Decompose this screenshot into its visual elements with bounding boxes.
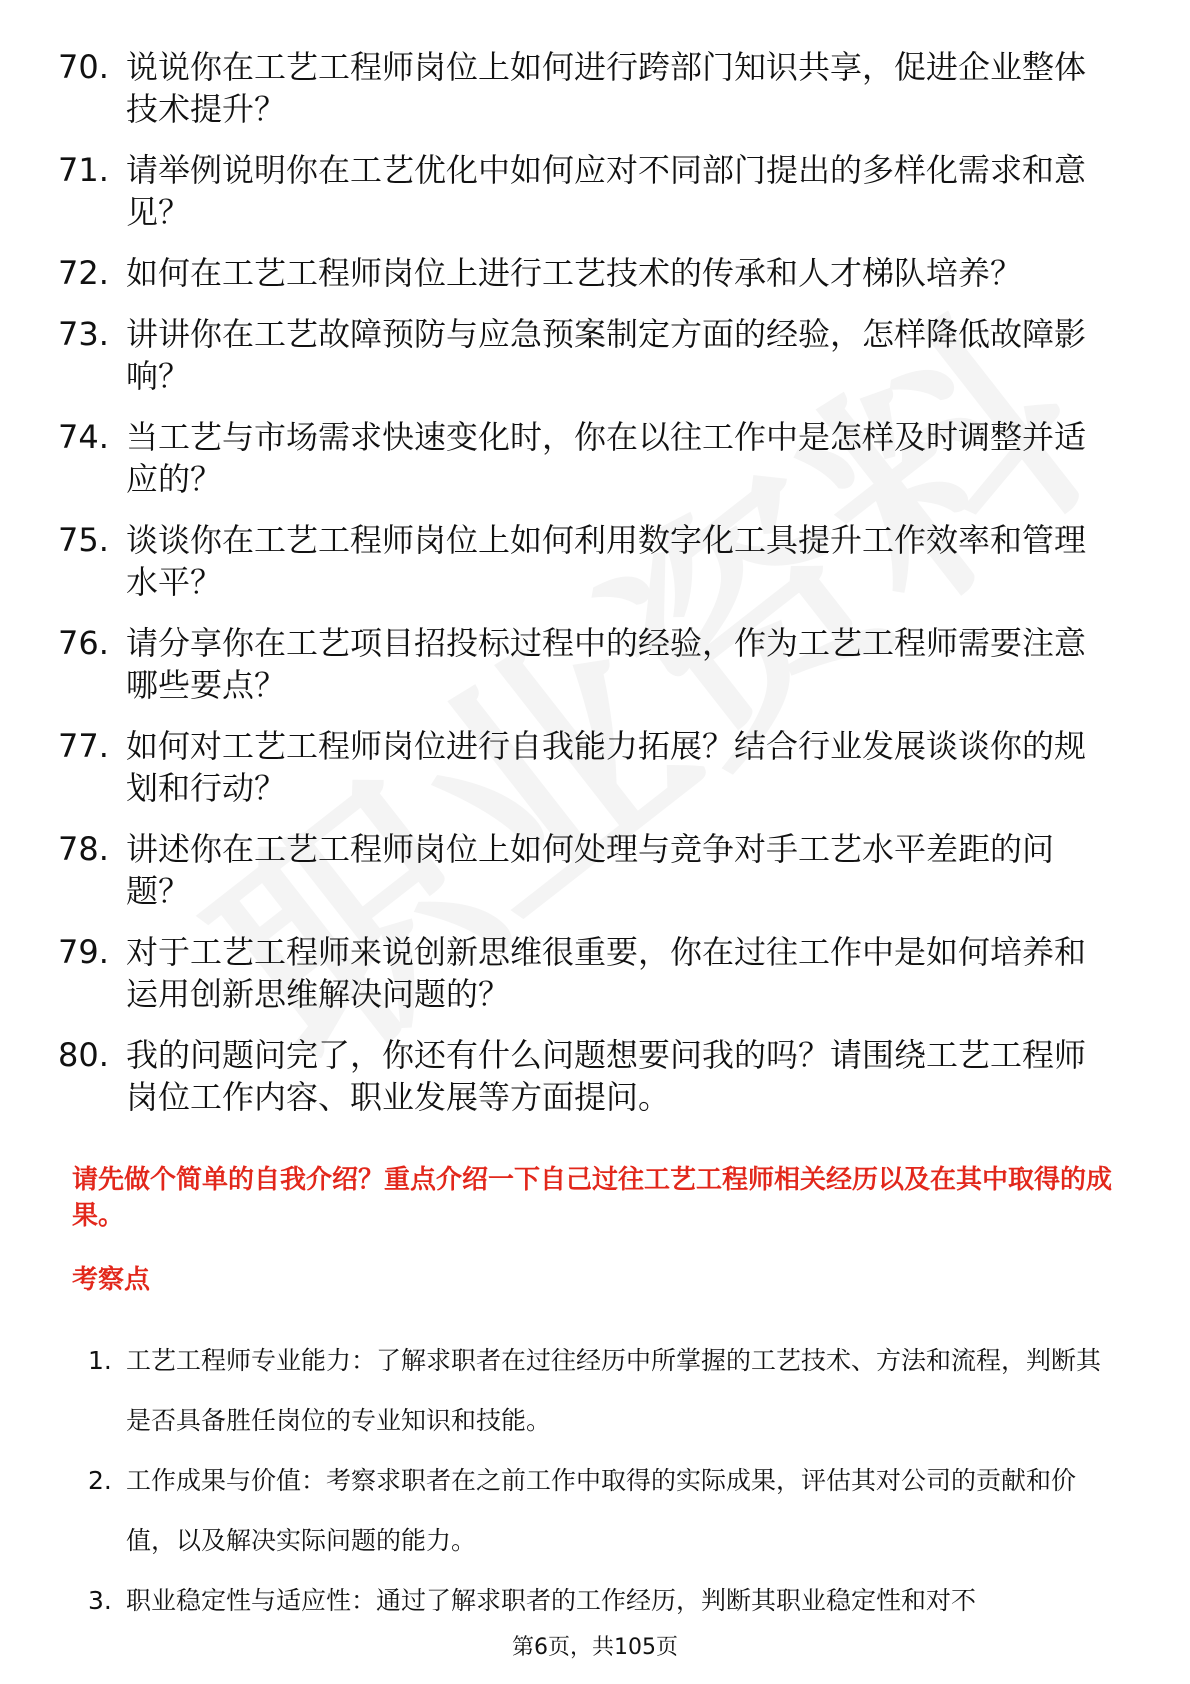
question-list [0,46,1190,1137]
question-text: 对于工艺工程师来说创新思维很重要，你在过往工作中是如何培养和运用创新思维解决问题的？ [126,933,1087,1013]
question-text: 我的问题问完了，你还有什么问题想要问我的吗？请围绕工艺工程师岗位工作内容、职业发展等方面提问。 [126,1036,1087,1116]
question-item [0,931,1116,1015]
question-number: 79. [58,933,109,971]
point-text: 职业稳定性与适应性：通过了解求职者的工作经历，判断其职业稳定性和对不 [126,1586,977,1615]
assessment-heading: 考察点 [72,1265,151,1295]
question-text: 当工艺与市场需求快速变化时，你在以往工作中是怎样及时调整并适应的？ [126,418,1087,498]
assessment-points-list [0,1331,1190,1631]
question-number: 72. [58,254,109,292]
question-number: 76. [58,624,109,662]
point-text: 工作成果与价值：考察求职者在之前工作中取得的实际成果，评估其对公司的贡献和价值，以及解决实际问题的能力。 [126,1466,1077,1555]
question-text: 说说你在工艺工程师岗位上如何进行跨部门知识共享，促进企业整体技术提升？ [126,48,1087,128]
question-number: 78. [58,830,109,868]
question-text: 如何对工艺工程师岗位进行自我能力拓展？结合行业发展谈谈你的规划和行动？ [126,727,1087,807]
question-item [0,519,1116,603]
point-text: 工艺工程师专业能力：了解求职者在过往经历中所掌握的工艺技术、方法和流程，判断其是否具备胜任岗位的专业知识和技能。 [126,1346,1102,1435]
question-number: 70. [58,48,109,86]
question-item [0,828,1116,912]
point-number: 1. [88,1346,112,1375]
question-text: 如何在工艺工程师岗位上进行工艺技术的传承和人才梯队培养？ [126,254,1023,292]
highlight-question: 请先做个简单的自我介绍？重点介绍一下自己过往工艺工程师相关经历以及在其中取得的成果。 [72,1165,1113,1231]
question-item [0,622,1116,706]
question-item [0,313,1116,397]
question-item [0,416,1116,500]
point-number: 3. [88,1586,112,1615]
question-text: 讲讲你在工艺故障预防与应急预案制定方面的经验，怎样降低故障影响？ [126,315,1087,395]
question-number: 71. [58,151,109,189]
question-text: 请举例说明你在工艺优化中如何应对不同部门提出的多样化需求和意见？ [126,151,1087,231]
question-number: 74. [58,418,109,456]
question-item [0,46,1116,130]
point-number: 2. [88,1466,112,1495]
question-text: 谈谈你在工艺工程师岗位上如何利用数字化工具提升工作效率和管理水平？ [126,521,1087,601]
question-item [0,725,1116,809]
assessment-point [0,1331,1116,1451]
question-text: 请分享你在工艺项目招投标过程中的经验，作为工艺工程师需要注意哪些要点？ [126,624,1087,704]
question-item [0,252,1116,294]
question-item [0,149,1116,233]
question-number: 73. [58,315,109,353]
page-footer: 第6页，共105页 [512,1635,678,1660]
question-number: 75. [58,521,109,559]
question-number: 80. [58,1036,109,1074]
assessment-point [0,1451,1116,1571]
assessment-point [0,1571,1116,1631]
question-item [0,1034,1116,1118]
question-number: 77. [58,727,109,765]
question-text: 讲述你在工艺工程师岗位上如何处理与竞争对手工艺水平差距的问题？ [126,830,1055,910]
